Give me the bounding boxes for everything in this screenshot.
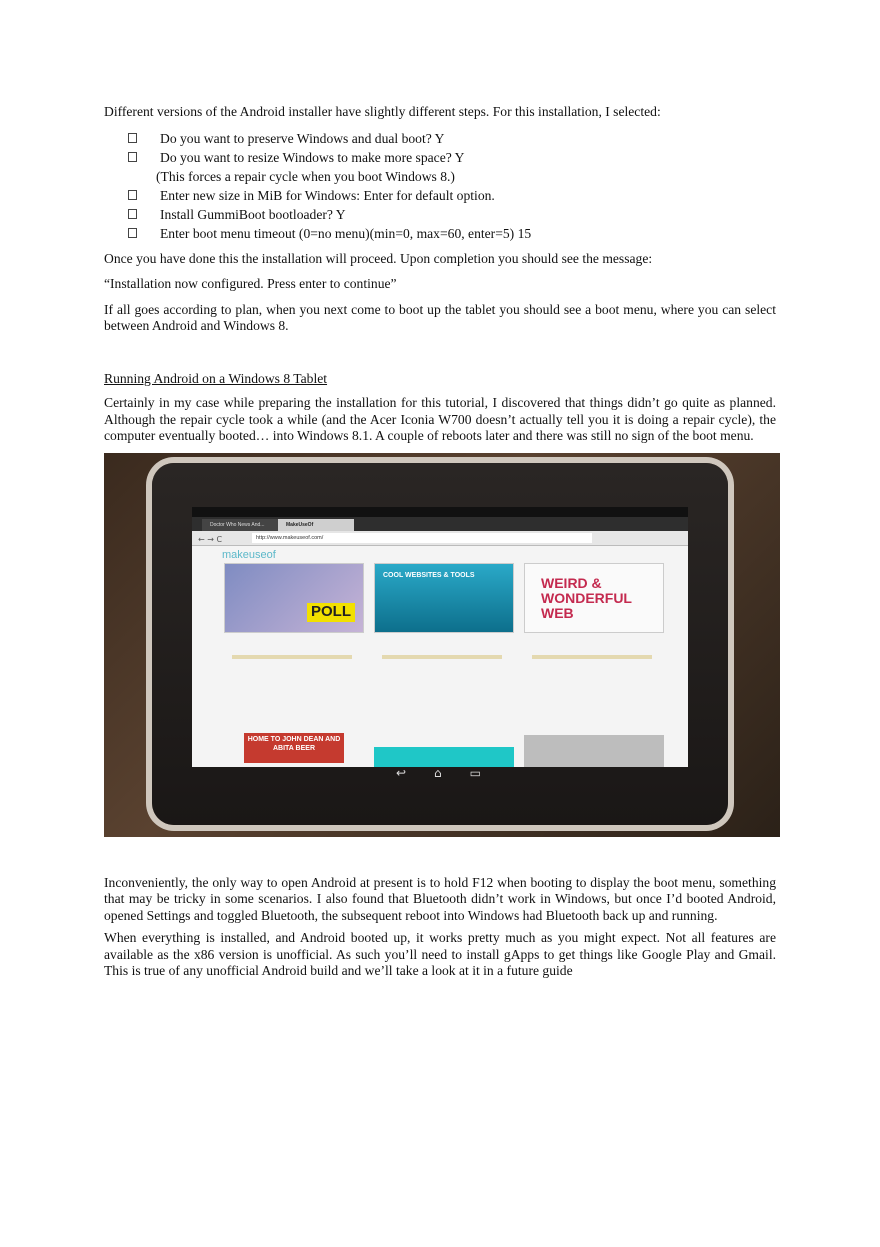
- browser-tab-doctor-who: Doctor Who News And...: [202, 519, 278, 531]
- checkbox-bullet-icon: [128, 152, 137, 162]
- browser-nav-icon: ← → C: [198, 534, 223, 544]
- browser-tab-bar: [192, 517, 688, 531]
- tablet-photo: [104, 453, 780, 837]
- document-page: [104, 104, 776, 986]
- section-heading: Running Android on a Windows 8 Tablet: [104, 370, 328, 386]
- install-message: “Installation now configured. Press enter to continue”: [104, 276, 397, 291]
- checkbox-bullet-icon: [128, 209, 137, 219]
- android-softkeys-icon: ↩⌂▭: [396, 765, 510, 780]
- bottom-tile: [524, 735, 664, 767]
- weird-wonderful-tile: WEIRD & WONDERFUL WEB: [524, 563, 664, 633]
- url-text: http://www.makeuseof.com/: [252, 533, 592, 543]
- poll-tile: POLL: [224, 563, 364, 633]
- browser-tab-makeuseof: MakeUseOf: [278, 519, 354, 531]
- f12-paragraph: Inconveniently, the only way to open Android at present is to hold F12 when booting to display the boot menu, something that may be tricky in some scenarios. I also found that Bluetooth didn’t work in Windows, but once I’d booted Android, opened Settings and toggled Bluetooth, the subsequent reboot into Windows had Bluetooth back up and running.: [104, 874, 776, 923]
- features-paragraph: When everything is installed, and Android booted up, it works pretty much as you might expect. Not all features are available as the x86 version is unofficial. As such you’ll need to install gApps to get things like Google Play and Gmail. This is true of any unofficial Android build and we’ll take a look at it in a future guide: [104, 930, 776, 978]
- makeuseof-logo: makeuseof: [222, 548, 276, 561]
- installer-steps-list: [104, 129, 776, 243]
- after-photo-section: [104, 875, 776, 980]
- list-item: Enter boot menu timeout (0=no menu)(min=0, max=60, enter=5) 15: [104, 224, 776, 243]
- boot-menu-paragraph: If all goes according to plan, when you next come to boot up the tablet you should see a boot menu, where you can select between Android and Windows 8.: [104, 301, 776, 333]
- list-item: Do you want to preserve Windows and dual boot? Y: [104, 129, 776, 148]
- browser-url-bar: [192, 531, 688, 546]
- list-item: Install GummiBoot bootloader? Y: [104, 205, 776, 224]
- list-item: Do you want to resize Windows to make more space? Y: [104, 148, 776, 167]
- cool-websites-tile: COOL WEBSITES & TOOLS: [374, 563, 514, 633]
- list-item: Enter new size in MiB for Windows: Enter for default option.: [104, 186, 776, 205]
- section-paragraph: Certainly in my case while preparing the installation for this tutorial, I discovered that things didn’t go quite as planned. Although the repair cycle took a while (and the Acer Iconia W700 doesn’t actually tell you it is doing a repair cycle), the computer eventually booted… into Windows 8.1. A couple of reboots later and there was still no sign of the boot menu.: [104, 395, 776, 443]
- bottom-tile: [374, 747, 514, 767]
- tablet-screen: [192, 507, 688, 767]
- blurred-headline: [382, 655, 502, 659]
- home-to-john-dean-tile: HOME TO JOHN DEAN AND ABITA BEER: [244, 733, 344, 763]
- blurred-headline: [532, 655, 652, 659]
- checkbox-bullet-icon: [128, 133, 137, 143]
- status-bar: [192, 507, 688, 517]
- intro-paragraph: Different versions of the Android installer have slightly different steps. For this installation, I selected:: [104, 104, 661, 119]
- blurred-headline: [232, 655, 352, 659]
- step-note: (This forces a repair cycle when you boot Windows 8.): [156, 168, 455, 184]
- checkbox-bullet-icon: [128, 190, 137, 200]
- after-steps-paragraph: Once you have done this the installation will proceed. Upon completion you should see the message:: [104, 250, 653, 266]
- checkbox-bullet-icon: [128, 228, 137, 238]
